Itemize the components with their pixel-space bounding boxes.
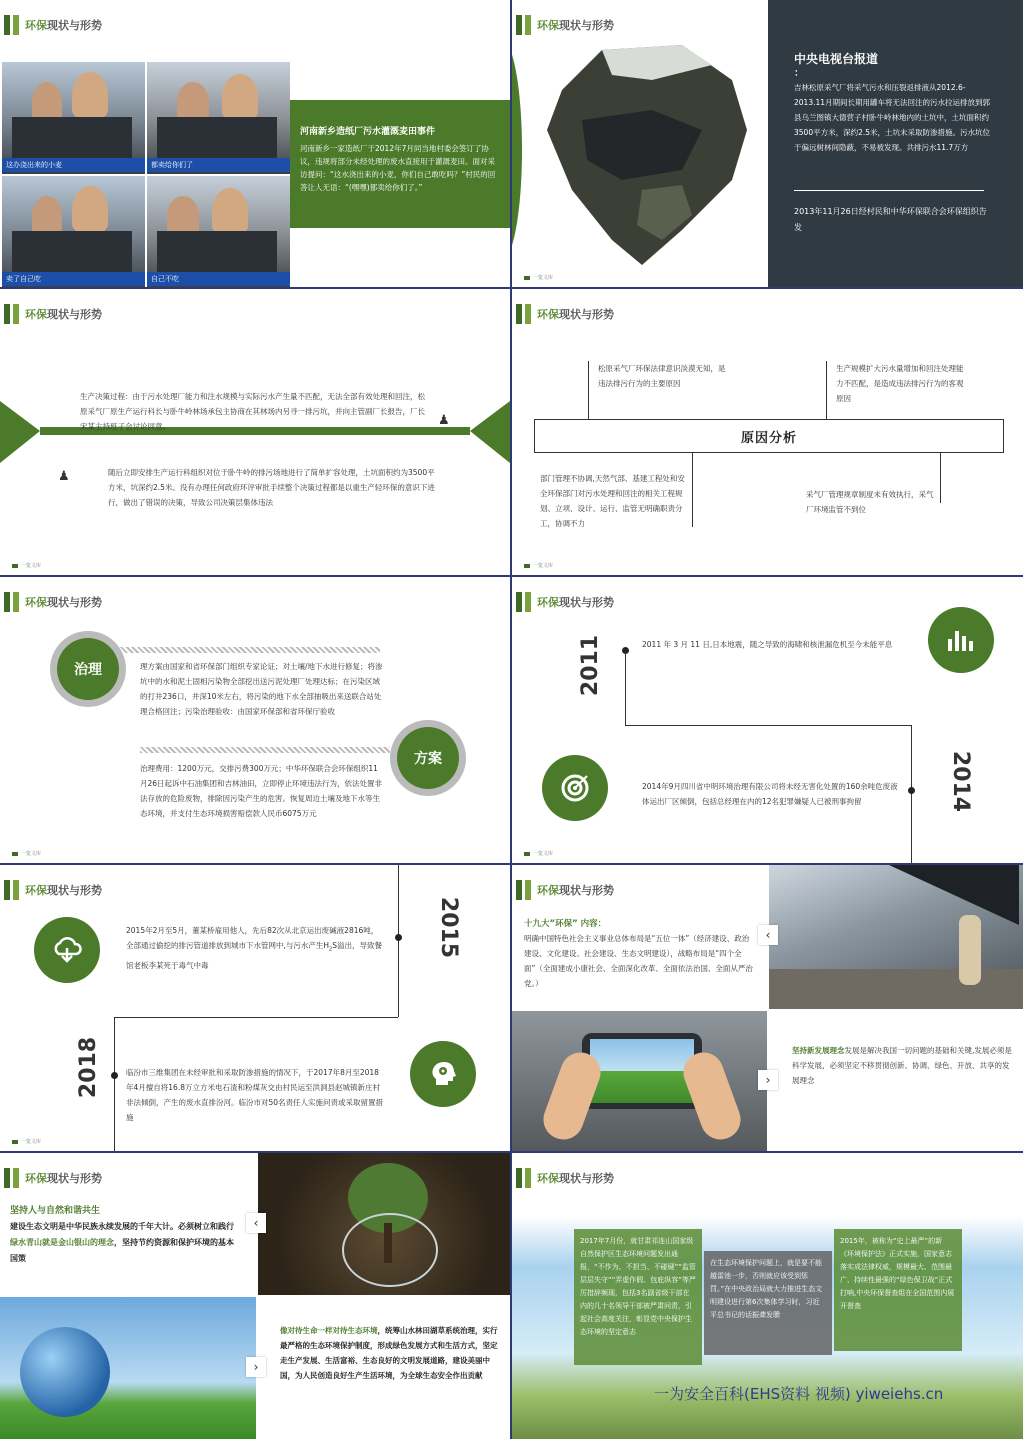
- timeline-dot: [111, 1072, 118, 1079]
- slide-header: 环保现状与形势: [4, 879, 102, 901]
- timeline-line: [911, 725, 912, 863]
- decision-text-2: 随后立即安排生产运行科组织对位于卧牛岭的排污场地进行了简单扩容处理，土坑面积约为3500平方米，坑深约2.5米。没有办理任何政府环评审批手续整个决策过程都是以重生产轻环保的意识下进行，做出了错误的决策，导致公司决策层集体违法: [108, 468, 435, 507]
- polluted-pit-photo: [532, 40, 772, 270]
- slide-6: [512, 577, 1023, 863]
- cloud-download-icon: [34, 917, 100, 983]
- report-title: 中央电视台报道: [794, 52, 879, 66]
- timeline-dot: [395, 934, 402, 941]
- slide-8: [512, 865, 1023, 1151]
- reason-bottom-right: 采气厂管理规章制度未有效执行，采气厂环境监管不到位: [806, 490, 934, 514]
- harmony-text: 建设生态文明是中华民族永续发展的千年大计。必须树立和践行绿水青山就是金山银山的理念，坚持节约资源和保护环境的基本国策: [10, 1222, 234, 1263]
- ecology-text: 像对待生命一样对待生态环境，统筹山水林田湖草系统治理，实行最严格的生态环境保护制度，形成绿色发展方式和生活方式，坚定走生产发展、生活富裕、生态良好的文明发展道路，建设美丽中国，为人民创造良好生产生活环境，为全球生态安全作出贡献: [280, 1326, 498, 1380]
- prev-arrow-button[interactable]: ‹: [758, 925, 778, 945]
- tv-screenshot-grid: [2, 62, 290, 287]
- congress-heading: 十九大”环保” 内容：: [524, 919, 607, 929]
- man-peeling-sky-photo: [769, 865, 1023, 1009]
- next-arrow-button[interactable]: ›: [246, 1357, 266, 1377]
- chart-icon: [928, 607, 994, 673]
- person-icon: ♟: [438, 413, 450, 428]
- event-title: 河南新乡造纸厂污水灌溉麦田事件: [300, 127, 436, 137]
- year-label: 2018: [76, 1036, 102, 1099]
- harmony-heading: 坚持人与自然和谐共生: [10, 1206, 101, 1216]
- report-panel: [768, 0, 1023, 287]
- treatment-text: 理方案由国家和省环保部门组织专家论证；对土壤/地下水进行修复；将渗坑中的水和泥土固相污染物全部挖出送污泥处理厂处理达标；在污染区域的打井236口，井深10米左右，将污染的地下水全部抽吸出来送联合站处理合格回注；污染治理验收：由国家环保部和省环保厅验收: [140, 662, 383, 716]
- slide-header: 环保现状与形势: [516, 591, 614, 613]
- timeline-line: [625, 725, 911, 726]
- year-label: 2015: [436, 896, 462, 959]
- new-development-text: 坚持新发展理念发展是解决我国一切问题的基础和关键,发展必须是科学发展，必须坚定不移贯彻创新、协调、绿色、开放、共享的发展理念: [792, 1046, 1012, 1085]
- slide-header: 环保现状与形势: [516, 1167, 614, 1189]
- site-watermark: 一为安全百科(EHS资料 视频) yiweiehs.cn: [654, 1385, 944, 1403]
- prev-arrow-button[interactable]: ‹: [246, 1213, 266, 1233]
- tv-frame: 都卖给你们了: [147, 62, 290, 174]
- event-body: 河南新乡一家造纸厂于2012年7月同当地村委会签订了协议，违规将部分未经处理的废水直接用于灌溉麦田。面对采访提问：“这水浇出来的小麦，你们自己敢吃吗？”村民的回答让人无语：“(嘿嘿)都卖给你们了。”: [300, 144, 496, 192]
- slide-2: [512, 0, 1023, 287]
- green-arc: [512, 40, 522, 260]
- info-box-2: 在生态环境保护问题上，就是要不能越雷池一步，否则就应该受到惩罚。”在中央政治局就大力推进生态文明建设进行第6次集体学习时，习近平总书记的话振聋发聩: [704, 1251, 832, 1355]
- decision-text-1: 生产决策过程：由于污水处理厂能力和注水规模与实际污水产生量不匹配，无法全部有效处理和回注，松原采气厂原生产运行科长与卧牛岭林场承包主协商在其林场内另寻一排污坑，并向主管副厂长报告，厂长宋某主持班子会讨论同意。: [80, 392, 425, 431]
- footer: 一览文库: [524, 562, 553, 569]
- slide-1: [0, 0, 510, 287]
- next-arrow-button[interactable]: ›: [758, 1070, 778, 1090]
- slide-7: [0, 865, 510, 1151]
- slide-3: [0, 289, 510, 575]
- divider: [794, 190, 984, 191]
- tv-frame: 自己不吃: [147, 176, 290, 287]
- slide-header: 环保现状与形势: [516, 879, 614, 901]
- reason-top-right: 生产规模扩大污水量增加和回注处理能力不匹配，是造成违法排污行为的客观原因: [836, 364, 964, 403]
- timeline-line: [114, 1017, 115, 1151]
- event-2015: 2015年2月至5月，董某桥雇用他人，先后82次从北京运出废碱液2816吨，全部通过偷挖的排污管道排放到城市下水管网中,与污水产生$H_2S$溢出，导致餐馆老板李某死于毒气中毒: [126, 926, 382, 970]
- slide-header: 环保现状与形势: [4, 1167, 102, 1189]
- tv-frame: 卖了自己吃: [2, 176, 145, 287]
- connector: [826, 361, 827, 419]
- slide-4: [512, 289, 1023, 575]
- event-2011: 2011 年 3 月 11 日,日本地震，随之导致的海啸和核泄漏危机至今未能平息: [642, 640, 893, 649]
- timeline-line: [398, 865, 399, 1017]
- info-box-3: 2015年，被称为“史上最严”的新《环境保护法》正式实施，国家意志落实成法律权威，规模最大、范围最广、持续性最强的“绿色保卫战”正式打响,中央环保督查组在全国范围内展开督查: [834, 1229, 962, 1351]
- plan-badge: 方案: [390, 720, 466, 796]
- slide-header: 环保现状与形势: [4, 591, 102, 613]
- connector: [692, 453, 693, 527]
- slide-header: 环保现状与形势: [516, 303, 614, 325]
- reason-bottom-left: 部门管理不协调,天然气部、基建工程处和安全环保部门对污水处理和回注的相关工程规划、立项、设计、运行、监管无明确职责分工，协调不力: [540, 474, 685, 528]
- footer: 一览文库: [12, 1138, 41, 1145]
- connector: [940, 453, 941, 503]
- year-label: 2011: [578, 634, 604, 697]
- tv-frame: 这办浇出来的小麦: [2, 62, 145, 174]
- dashed-bar: [120, 647, 380, 653]
- footer: 一览文库: [524, 274, 553, 281]
- event-2018: 临汾市三维集团在未经审批和采取防渗措施的情况下，于2017年8月至2018年4月擅自将16.8万立方米电石渣和粉煤灰交由村民运至洪洞县赵城镇新庄村非法倾倒，产生的废水直排汾河。临汾市对50名责任人实施问责或采取留置措施: [126, 1068, 384, 1122]
- year-label: 2014: [948, 750, 974, 813]
- slide-header: 环保现状与形势: [4, 14, 102, 36]
- slide-header: 环保现状与形势: [516, 14, 614, 36]
- target-icon: [542, 755, 608, 821]
- dashed-bar: [140, 747, 390, 753]
- timeline-dot: [908, 787, 915, 794]
- footer: 一览文库: [524, 850, 553, 857]
- timeline-line: [114, 1017, 398, 1018]
- report-note: 2013年11月26日经村民和中华环保联合会环保组织告发: [794, 207, 987, 232]
- connector: [588, 361, 589, 419]
- earth-grass-photo: [0, 1297, 256, 1439]
- footer: 一览文库: [12, 850, 41, 857]
- congress-text: 明确中国特色社会主义事业总体布局是“五位一体”（经济建设、政治建设、文化建设、社会建设、生态文明建设），战略布局是“四个全面”（全面建成小康社会、全面深化改革、全面依法治国、全面从严治党。）: [524, 934, 753, 988]
- slide-header: 环保现状与形势: [4, 303, 102, 325]
- event-2014: 2014年9月四川省中明环境治理有限公司将未经无害化处置的160余吨危废液体运出厂区倾倒，包括总经理在内的12名犯罪嫌疑人已被刑事拘留: [642, 782, 898, 806]
- slide-10: [512, 1153, 1023, 1439]
- report-colon: ：: [794, 68, 804, 79]
- hands-phone-photo: [512, 1011, 767, 1151]
- slide-5: [0, 577, 510, 863]
- treatment-badge: 治理: [50, 631, 126, 707]
- reason-top-left: 松原采气厂环保法律意识淡漠无知，是违法排污行为的主要原因: [598, 364, 726, 388]
- timeline-line: [625, 651, 626, 725]
- info-box-1: 2017年7月份，就甘肃祁连山国家级自然保护区生态环境问题发出通报，“不作为、不担当、不碰硬”“监管层层失守”“弄虚作假、包庇纵容”等严厉措辞频现，包括3名副省级干部在内的几十名领导干部被严肃问责，引起社会高度关注，彰显党中央保护生态环境的坚定意志: [574, 1229, 702, 1365]
- cause-analysis-box: 原因分析: [534, 419, 1004, 453]
- event-panel: [290, 100, 510, 228]
- slide-9: [0, 1153, 510, 1439]
- plan-text: 治理费用：1200万元，交排污费300万元；中华环保联合会环保组织11月26日起诉中石油集团和吉林油田，立即停止环境违法行为，依法处置非法存放的危险废物，排除因污染产生的危害。恢复周边土壤及地下水等生态环境，并支付生态环境损害赔偿款人民币6075万元: [140, 764, 383, 818]
- person-icon: ♟: [58, 469, 70, 484]
- tree-photo: [258, 1153, 510, 1295]
- report-body: 吉林松原采气厂将采气污水和压裂返排液从2012.6-2013.11月期间长期用罐车将无法回注的污水拉运排放到郭县乌兰图镇大德营子村卧牛岭林地内的土坑中，土坑面积约3500平方米，深约2.5米，土坑未采取防渗措施。污水坑位于偏远树林间隐蔽，不易被发现。共排污水11.7万方: [794, 83, 991, 152]
- head-gear-icon: [410, 1041, 476, 1107]
- footer: 一览文库: [12, 562, 41, 569]
